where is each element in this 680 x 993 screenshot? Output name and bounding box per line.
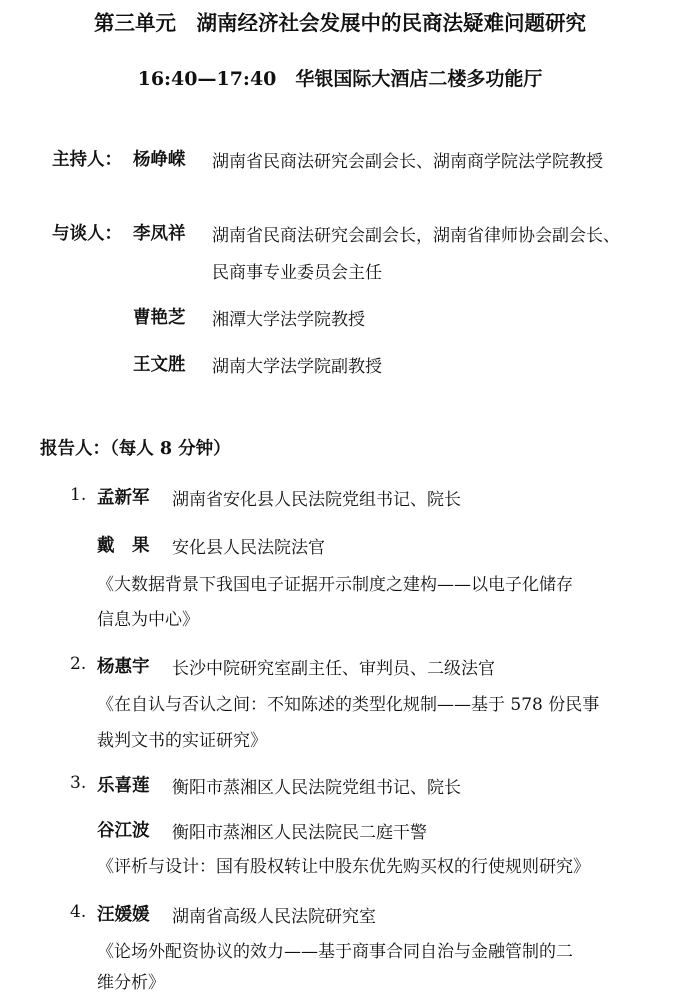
reporter-name: 乐喜莲 [97, 776, 150, 796]
panelist-title: 湘潭大学法学院教授 [212, 310, 365, 330]
item-number: 3. [70, 773, 87, 793]
unit-title: 第三单元 湖南经济社会发展中的民商法疑难问题研究 [94, 11, 586, 35]
panelist-name: 曹艳芝 [133, 308, 186, 328]
paper-title-continued: 信息为中心》 [97, 610, 199, 630]
item-number: 4. [70, 902, 87, 922]
paper-title: 《大数据背景下我国电子证据开示制度之建构——以电子化储存 [97, 575, 573, 595]
reporter-title: 长沙中院研究室副主任、审判员、二级法官 [172, 659, 495, 679]
panel-label: 与谈人： [52, 224, 122, 244]
reporter-title: 衡阳市蒸湘区人民法院民二庭干警 [172, 823, 427, 843]
item-number: 2. [70, 654, 87, 674]
panelist-name: 李凤祥 [133, 224, 186, 244]
reporter-name: 杨惠宇 [97, 657, 150, 677]
panelist-title: 湖南省民商法研究会副会长，湖南省律师协会副会长、 [212, 226, 620, 246]
paper-title: 《在自认与否认之间：不知陈述的类型化规制——基于 578 份民事 [97, 695, 600, 715]
reporter-name: 孟新军 [97, 488, 150, 508]
item-number: 1. [70, 485, 87, 505]
panelist-name: 王文胜 [133, 355, 186, 375]
reporter-title: 湖南省高级人民法院研究室 [172, 907, 376, 927]
panelist-title-continued: 民商事专业委员会主任 [212, 263, 382, 283]
time-place: 16:40—17:40 华银国际大酒店二楼多功能厅 [137, 68, 543, 90]
reporter-title: 安化县人民法院法官 [172, 538, 325, 558]
reporter-name: 谷江波 [97, 821, 150, 841]
reporter-name: 戴 果 [97, 536, 150, 556]
host-label: 主持人： [52, 150, 122, 170]
panelist-title: 湖南大学法学院副教授 [212, 357, 382, 377]
paper-title: 《评析与设计：国有股权转让中股东优先购买权的行使规则研究》 [97, 857, 590, 877]
reporters-heading: 报告人：（每人 8 分钟） [40, 439, 231, 459]
host-name: 杨峥嵘 [133, 150, 186, 170]
host-title: 湖南省民商法研究会副会长、湖南商学院法学院教授 [212, 152, 603, 172]
reporter-title: 湖南省安化县人民法院党组书记、院长 [172, 490, 461, 510]
paper-title-continued: 维分析》 [97, 973, 165, 993]
paper-title: 《论场外配资协议的效力——基于商事合同自治与金融管制的二 [97, 942, 573, 962]
reporter-title: 衡阳市蒸湘区人民法院党组书记、院长 [172, 778, 461, 798]
paper-title-continued: 裁判文书的实证研究》 [97, 731, 267, 751]
reporter-name: 汪媛媛 [97, 905, 150, 925]
